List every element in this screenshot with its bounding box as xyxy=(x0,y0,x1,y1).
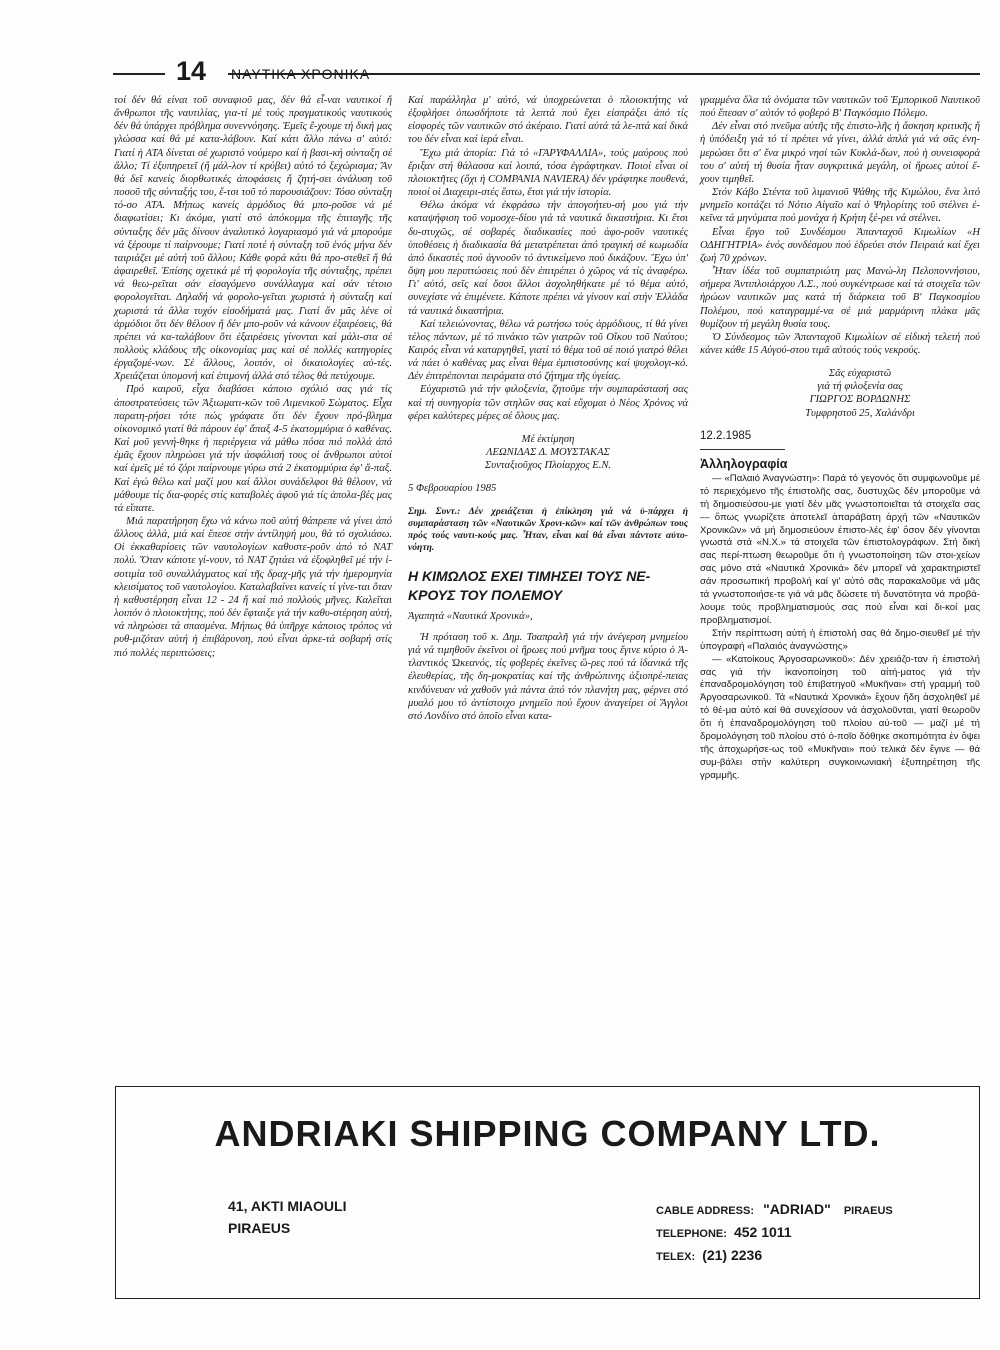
ad-contacts xyxy=(656,1199,893,1268)
col3-paragraph-3: Στόν Κάβο Στέντα τοῦ λιμανιοῦ Ψάθης τῆς Κιμώλου, ἕνα λιτό μνημεῖο κοιτάζει τό Νότιο Αἰγαῖο καί ὁ Ψηλορίτης τοῦ στέλνει ἐ-κεῖνα τά μηνύματα πού μονάχα ἡ Κρήτη ξέ-ρει νά στέλνει. xyxy=(700,187,980,225)
ad-telex-label: TELEX: xyxy=(656,1251,696,1263)
ad-address-city: PIRAEUS xyxy=(228,1220,291,1236)
col2-paragraph-5: Εὐχαριστῶ γιά τήν φιλοξενία, ζητοῦμε τήν συμπαράστασή σας καί τή συνηγορία τῶν στηλῶν σας καί εὔχομαι ὁ Νέος Χρόνος νά φέρει καλύτερες μέρες σέ ὅλους μας. xyxy=(408,384,688,422)
ad-cable-label: CABLE ADDRESS: xyxy=(656,1205,754,1217)
section-title: Ἀλληλογραφία xyxy=(700,456,788,471)
col3-paragraph-1: γραμμένα ὅλα τά ὀνόματα τῶν ναυτικῶν τοῦ Ἐμπορικοῦ Ναυτικοῦ πού ἔπεσαν σ' αὐτόν τό φοβερό Β' Παγκόσμιο Πόλεμο. xyxy=(700,95,980,120)
col1-paragraph-3: Μιά παρατήρηση ἔχω νά κάνω ποῦ αὐτή θάπρεπε νά γίνει ἀπό ἄλλους ἀλλά, μιά καί ἔπεσε στήν ἀντίληψή μου, θά τό σχολιάσω. Οἱ ἐκκαθαρίσεις τῶν ναυτολογίων καθυστε-ροῦν ἀπό τό ΝΑΤ πολύ. Ὅταν κάποτε γί-νουν, τό ΝΑΤ ζητάει νά ἐξοφληθεῖ μέ τήν ἰ-σοτιμία τοῦ συναλλάγματος καί τῆς δραχ-μῆς γιά τήν ἡμερομηνία κλεισίματος τοῦ ναυτολογίου. Καταλαβαίνει κανείς τί γίνε-ται ὅταν ἡ καθυστέρηση εἶναι 12 - 24 ἤ καί πιό πολλούς μῆνες. Καλεῖται λοιπόν ὁ πλοιοκτήτης, πού δέν ἔφταιξε γιά τήν καθυ-στέρηση αὐτή, νά πληρώσει τά σπασμένα. Μήπως θά ὑπῆρχε κάποιος τρόπος νά ρυθ-μιζόταν αὐτή ἡ ἐπιβάρυνση, πού εἶναι ἀρκε-τά σοβαρή στίς πιό πολλές περιπτώσεις; xyxy=(114,516,392,659)
section-rule xyxy=(700,449,785,450)
ad-cable-row xyxy=(656,1199,893,1222)
letter-date: 12.2.1985 xyxy=(700,429,752,442)
ad-company-name: ANDRIAKI SHIPPING COMPANY LTD. xyxy=(214,1113,881,1154)
signature-closing: Μέ ἐκτίμηση xyxy=(521,433,575,445)
article-headline: Η ΚΙΜΩΛΟΣ ΕΧΕΙ ΤΙΜΗΣΕΙ ΤΟΥΣ ΝΕ-ΚΡΟΥΣ ΤΟΥ ΠΟΛΕΜΟΥ xyxy=(408,567,651,603)
ad-telex-value: (21) 2236 xyxy=(702,1247,763,1263)
letter-date: 5 Φεβρουαρίου 1985 xyxy=(408,483,497,495)
reply-1-continued: Στήν περίπτωση αὐτή ἡ ἐπιστολή σας θά δημο-σιευθεῖ μέ τήν ὑπογραφή «Παλαιός ἀναγνώστης» xyxy=(700,627,980,652)
col2-paragraph-1: Καί παράλληλα μ' αὐτό, νά ὑποχρεώνεται ὁ πλοιοκτήτης νά ἐξοφλήσει ὁπωσδήποτε τά λεπτά πού ἔχει εἰσπράξει ἀπό τίς εἰσφορές τῶν ναυτικῶν στό ἀκέραιο. Γιατί αὐτά τά λε-πτά καί δικά του δέν εἶναι καί ἱερά εἶναι. xyxy=(408,95,688,146)
column-2 xyxy=(408,94,688,723)
signature-hospitality: γιά τή φιλοξενία σας xyxy=(817,381,903,393)
ad-address-street: 41, AKTI MIAOULI xyxy=(228,1198,347,1214)
editor-note: Σημ. Συντ.: Δέν χρειάζεται ἡ ἐπίκληση γιά νά ὑ-πάρχει ἡ συμπαράσταση τῶν «Ναυτικῶν Χρονι-κῶν» καί τῶν ἀνθρώπων τους πρός τούς ναυτι-κούς μας. Ἦταν, εἶναι καί θά εἶναι πάντοτε αὐτο-νόητη. xyxy=(408,505,688,554)
publication-title: ΝΑΥΤΙΚΑ ΧΡΟΝΙΚΑ xyxy=(231,66,371,82)
column-1 xyxy=(114,94,392,660)
signature-title: Συνταξιοῦχος Πλοίαρχος Ε.Ν. xyxy=(484,460,612,472)
ad-telex-row xyxy=(656,1245,893,1268)
col2-paragraph-2: Ἔχω μιά ἀπορία: Γιά τό «ΓΑΡΥΦΑΛΛΙΑ», τούς μαύρους πού ἔριξαν στή θάλασσα καί λοιπά, τόσα ἐγράφτηκαν. Ποιοί εἶναι οἱ πλοιοκτῆτες (ὄχι ἡ COMPANIA NAVIERA) δέν γράφτηκε πουθενά, ποιοί οἱ Διαχειρι-στές ἔστω, ἔτσι γιά τήν ἱστορία. xyxy=(408,147,688,199)
page-number: 14 xyxy=(176,56,207,86)
col3-paragraph-5: Ἦταν ἰδέα τοῦ συμπατριώτη μας Μανώ-λη Πελοποννήσιου, σήμερα Ἀντιπλοιάρχου Λ.Σ., πού συγκέντρωσε καί τά στοιχεῖα τῶν ἡρώων ναυτικῶν μας κατά τή διάρκεια τοῦ Β' Παγκοσμίου Πολέμου, πού καταγραμμέ-να σέ μιά μαρμάρινη πλάκα μᾶς θυμίζουν τή μεγάλη θυσία τους. xyxy=(700,266,980,330)
advertisement-box xyxy=(115,1086,980,1299)
ad-address xyxy=(228,1195,347,1239)
reply-1: — «Παλαιό Ἀναγνώστη»: Παρά τό γεγονός ὅτι συμφωνοῦμε μέ τό περιεχόμενο τῆς ἐπιστολῆς σας, δυστυχῶς δέν μποροῦμε νά τή δημοσιεύσου-με γιατί δέν μᾶς γνωστοποιεῖται τά στοιχεῖα σας — ὅπως γνωρίζετε ἀποτελεῖ ἀπαράβατη ἀρχή τῶν «Ναυτικῶν Χρονικῶν» νά μή δημοσιεύουν ἐπιστο-λές ἐφ' ὅσον δέν γίνονται γνωστά στά «Ν.Χ.» τά στοιχεῖα τῶν ἐπιστολογράφων. Στή δική σας περί-πτωση θεωροῦμε ὅτι ἡ γνωστοποίηση τῶν στοι-χείων σας μόνο στά «Ναυτικά Χρονικά» δέν μπορεῖ νά χαρακτηριστεῖ σάν προσωπική προβολή καί γι' αὐτό σᾶς παρακαλοῦμε νά μᾶς τά γνωστοποιήσε-τε γιά νά μᾶς δώσετε τή δυνατότητα νά προβά-λουμε τούς προβληματισμούς σας πού εἶναι καί δι-κοί μας προβληματισμοί. xyxy=(700,472,980,626)
ad-cable-value: "ADRIAD" xyxy=(763,1201,831,1217)
col2-paragraph-4: Καί τελειώνοντας, θέλω νά ρωτήσω τούς ἁρμόδιους, τί θά γίνει τέλος πάντων, μέ τό πινάκιο τῶν γιατρῶν τοῦ Οἴκου τοῦ Ναύτου; Καιρός εἶναι νά καταργηθεῖ, γιατί τό θέμα τοῦ σέ ποιό γιατρό θέλει νά πάει ὁ καθένας μας εἶναι θέμα ἐμπιστοσύνης καί ψυχολογι-κό. Δέν ἐπιτρέπονται πειράματα στό ζήτημα τῆς ὑγείας. xyxy=(408,318,688,383)
column-3 xyxy=(700,94,980,783)
ad-telephone-label: TELEPHONE: xyxy=(656,1228,727,1240)
ad-telephone-row xyxy=(656,1222,893,1245)
correspondence-replies xyxy=(700,473,980,783)
signature-address: Τυμφρηστοῦ 25, Χαλάνδρι xyxy=(805,407,915,419)
col2-paragraph-6: Ἡ πρόταση τοῦ κ. Δημ. Τσαπραλῆ γιά τήν ἀνέγερση μνημείου γιά νά τιμηθοῦν ἐκεῖνοι οἱ ἥρωες πού μνῆμα τους ἔγινε κύριο ὁ Ἀ-τλαντικός Ὠκεανός, τίς φοβερές ἐκεῖνες ὥ-ρες πού τά ἰδανικά τῆς ἐλευθερίας, τῆς δη-μοκρατίας καί τῆς ἀνθρώπινης ἀξιοπρέ-πειας κινδύνευαν νά χαθοῦν γιά πάντα ἀπό τόν πλανήτη μας, φέρνει στό μυαλό μου τό ἀντίστοιχο μνημεῖο πού ἔχουν ἀναγείρει οἱ Ἄγγλοι στό Λονδίνο στό ὁποῖο εἶναι κατα- xyxy=(408,631,688,722)
signature-thanks: Σᾶς εὐχαριστῶ xyxy=(828,368,892,380)
signature-name: ΓΙΩΡΓΟΣ ΒΟΡΔΩΝΗΣ xyxy=(809,394,911,406)
letter-salutation: Ἀγαπητά «Ναυτικά Χρονικά», xyxy=(408,610,533,622)
col2-paragraph-3: Θέλω ἀκόμα νά ἐκφράσω τήν ἀπογοήτευ-σή μου γιά τήν καταψήφιση τοῦ νομοσχε-δίου γιά τά ναυτικά δικαστήρια. Κι ἔτσι δυ-στυχῶς, σέ σοβαρές διαδικασίες πού ἀφο-ροῦν ναυτικές ὑποθέσεις ἡ διαδικασία θά μετατρέπεται ἀπό τραγική σέ κωμωδία ἀπό δικαστές πού ἀγνοοῦν τό ἀντικείμενο πού δικάζουν. Ἔχω ὑπ' ὄψη μου περιπτώσεις πού δέν ἐπιτρέπει ὁ χῶρος νά τίς ἀναφέρω. Γι' αὐτό, σεῖς καί ὅσοι ἄλλοι ἀσχοληθήκατε μέ τό θέμα αὐτό, συνεχίστε νά ἐπιμένετε. Κάποτε πρέπει νά γίνουν καί στήν Ἑλλάδα τά ναυτικά δικαστήρια. xyxy=(408,200,688,317)
col1-paragraph-1: τοί δέν θά είναι τοῦ συναφιοῦ μας, δέν θά εἶ-ναι ναυτικοί ἤ ἄνθρωποι τῆς ναυτιλίας, για-τί μέ τούς πραγματικούς ναυτικούς δέν θά ὑπάρχει πρόβλημα συνεννόησης. Ἐμεῖς ἔ-χουμε τή δική μας γλώσσα καί θά μέ κατα-λάβουν. Καί κάτι ἄλλο πάνω σ' αὐτό: Γιατί ἡ ΑΤΑ δίνεται σέ χωριστό νούμερο καί ἡ βασι-κή σύνταξη σέ ἄλλο; Τί ἐξυπηρετεῖ (ἤ μάλ-λον τί κρύβει) αὐτό τό ξεχώρισμα; Ἄν θά δεῖ κανείς διορθωτικές ἀποφάσεις ἤ ζητή-σει ἀνάλυση τοῦ ποσοῦ τῆς σύνταξής του, ἔ-τσι τοῦ τό παρουσιάζουν: Τόσο σύνταξη τό-σο ΑΤΑ. Μήπως κανείς ἁρμόδιος θά μπο-ροῦσε νά μέ διαφωτίσει; Κι ἀκόμα, γιατί στό ἀπόκομμα τῆς ἐπιταγῆς τῆς σύνταξης δέν μᾶς δίνουν ἀναλυτικό λογαριασμό γιά νά μπορούμε νά ξέρουμε τί παίρνουμε; Γιατί ποτέ ἡ σύνταξη τοῦ ἑνός μήνα δέν ταιριάζει μέ αὐτή τοῦ ἄλλου; Κάθε φορά κάτι θά προ-στεθεῖ ἤ θά ἀφαιρεθεῖ. Ἐπίσης σχετικά μέ τή φορολογία τῆς σύνταξης, πρέπει νά θεω-ρεῖται σάν εἰσαγόμενο συνάλλαγμα καί σάν τέτοιο φορολογεῖται. Δηλαδή νά φορολο-γεῖται χωριστά ἡ σύνταξη καί χωριστά τά ἄλλα τυχόν εἰσοδήματά μας. Γιατί ἄν μᾶς λένε οἱ ἁρμόδιοι ὅτι δέν θέλουν ἤ δέν μπο-ροῦν νά κάνουν ἐξαιρέσεις, θά πρέπει νά κα-ταλάβουν ὅτι ἐξαιρέσεις γίνονται καί μάλι-στα σέ πολλούς κλάδους τῆς οἰκονομίας μας καί σέ πολλές κατηγορίες ἐργαζομέ-νων. Σέ ἄλλους, λοιπόν, οἱ δικαιολογίες αὐ-τές. Χρειάζεται ὑπομονή καί ἐπιμονή ἀλλά στό τέλος θά πετύχουμε. xyxy=(114,95,392,383)
header-rule-left xyxy=(113,73,165,75)
col3-paragraph-6: Ὁ Σύνδεσμος τῶν Ἀπανταχοῦ Κιμωλίων σέ εἰδική τελετή πού κάνει κάθε 15 Αὐγού-στου τιμᾶ αὐτούς τούς νεκρούς. xyxy=(700,331,980,356)
ad-telephone-value: 452 1011 xyxy=(733,1224,792,1240)
reply-2: — «Κατοίκους Ἀργοσαρωνικοῦ»: Δέν χρειάζο-ταν ἡ ἐπιστολή σας γιά τήν ἱκανοποίηση τοῦ αἰτή-ματος γιά τήν ἐπαναδρομολόγηση τοῦ ἐπιβατηγοῦ «Μυκῆναι» στή γραμμή τοῦ Ἀργοσαρωνικοῦ. Τά «Ναυτικά Χρονικά» ἔχουν ἤδη ἀσχοληθεῖ μέ τό θέ-μα αὐτό καί θά συνεχίσουν νά ἀσχολοῦνται, γιατί θεωροῦν ὅτι ἡ ἐπαναδρομολόγηση τοῦ πλοίου αὐ-τοῦ — μαζί μέ τή δρομολόγηση τοῦ πλοίου στό ὁ-ποῖο δόθηκε σκοπιμότητα ἐν ὄψει τῆς ἀποχωρήσε-ως τοῦ «Μυκῆναι» πού τελικά δέν ἔγινε — θά συμ-βάλει στήν καλύτερη συγκοινωνιακή ἐξυπηρέτηση τῆς γραμμῆς. xyxy=(700,653,980,781)
signature-name: ΛΕΩΝΙΔΑΣ Δ. ΜΟΥΣΤΑΚΑΣ xyxy=(486,447,610,459)
col3-paragraph-4: Εἶναι ἔργο τοῦ Συνδέσμου Ἀπανταχοῦ Κιμωλίων «Η ΟΔΗΓΗΤΡΙΑ» ἑνός συνδέσμου πού ἑδρεύει στόν Πειραιά καί ἔχει ζωή 70 χρόνων. xyxy=(700,226,980,264)
col3-paragraph-2: Δέν εἶναι στό πνεῦμα αὐτῆς τῆς ἐπιστο-λῆς ἡ ἄσκηση κριτικῆς ἤ ἡ ὑπόδειξη γιά τό τί πρέπει νά γίνει, ἀλλά ἁπλά γιά νά σᾶς ἐνη-μερώσει ὅτι σ' ἕνα μικρό νησί τῶν Κυκλά-δων, πού ἡ συνεισφορά του σ' αὐτή τή θυσία ἦταν συγκριτικά μεγάλη, οἱ ἥρωες αὐτοί ἔ-χουν τιμηθεῖ. xyxy=(700,121,980,185)
col1-paragraph-2: Πρό καιροῦ, εἶχα διαβάσει κάποιο σχόλιό σας γιά τίς ἀποστρατεύσεις τῶν Ἀξιωματι-κῶν τοῦ Λιμενικοῦ Σώματος. Εἶχα παρατη-ρήσει τότε πώς γράφατε ὅτι δέν ἔχουν πρό-βλημα οἰκονομικό γιατί θά πάρουν ἐφ' ἅπαξ 4-5 ἑκατομμύρια ὁ καθένας. Καί μοῦ γεννή-θηκε ἡ περιέργεια νά μάθω πόσα πιό πολλά ἀπό ἐμᾶς ἔχουν πληρώσει γιά τήν ἀσφάλισή τους οἱ ἄνθρωποι αὐτοί καί ἐμεῖς μέ τό ζόρι παίρνουμε γύρω στά 2 ἑκατομμύρια ἐφ' ἅ-παξ. Καί ἐγώ θέλω καί μαζί μου καί ἄλλοι συνάδελφοι θά θέλουν, νά μάθουμε τίς δια-φορές στίς καταβολές ἀφοῦ γιά τίς ἀπολα-βές μας τά εἴπατε. xyxy=(114,384,392,514)
ad-cable-city: PIRAEUS xyxy=(843,1205,893,1217)
